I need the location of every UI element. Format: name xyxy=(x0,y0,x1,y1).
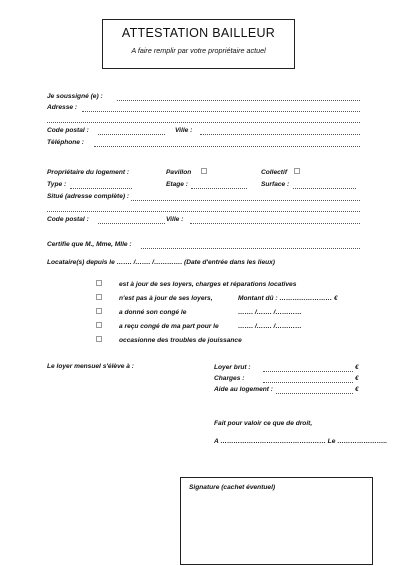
code-postal-field[interactable] xyxy=(98,128,165,135)
etage-label: Etage : xyxy=(166,181,188,188)
situe-label: Situé (adresse complète) : xyxy=(47,193,130,200)
loyer-brut-label: Loyer brut : xyxy=(214,364,251,371)
charges-label: Charges : xyxy=(214,375,245,382)
pavillon-checkbox[interactable] xyxy=(201,168,207,174)
adresse-field-2[interactable] xyxy=(47,116,360,123)
conge-donne-date-field[interactable]: ……. /……. /………… xyxy=(238,309,302,316)
title-box xyxy=(102,19,295,69)
aide-currency: € xyxy=(355,386,359,393)
proprietaire-label: Propriétaire du logement : xyxy=(47,169,130,176)
loyer-brut-field[interactable] xyxy=(263,365,353,372)
situe-field-2[interactable] xyxy=(47,205,360,212)
surface-field[interactable] xyxy=(293,182,356,189)
collectif-checkbox[interactable] xyxy=(294,168,300,174)
code-postal-label: Code postal : xyxy=(47,127,89,134)
ville-field[interactable] xyxy=(200,128,360,135)
loyer-label: Le loyer mensuel s'élève à : xyxy=(47,363,134,370)
charges-currency: € xyxy=(355,375,359,382)
loyer-brut-currency: € xyxy=(355,364,359,371)
aide-label: Aide au logement : xyxy=(214,386,273,393)
charges-field[interactable] xyxy=(263,376,353,383)
document-title: ATTESTATION BAILLEUR xyxy=(121,26,276,40)
adresse-label: Adresse : xyxy=(47,104,78,111)
surface-label: Surface : xyxy=(261,181,290,188)
option-a-jour-label: est à jour de ses loyers, charges et réparations locatives xyxy=(119,281,297,288)
fait-text: Fait pour valoir ce que de droit, xyxy=(214,420,313,427)
certifie-label: Certifie que M., Mme, Mlle : xyxy=(47,241,132,248)
type-label: Type : xyxy=(47,181,67,188)
ville-label: Ville : xyxy=(175,127,193,134)
option-troubles-checkbox[interactable] xyxy=(96,336,102,342)
telephone-field[interactable] xyxy=(94,140,360,147)
soussigne-label: Je soussigné (e) : xyxy=(47,93,103,100)
logement-code-postal-label: Code postal : xyxy=(47,216,89,223)
option-conge-donne-checkbox[interactable] xyxy=(96,308,102,314)
option-a-jour-checkbox[interactable] xyxy=(96,280,102,286)
etage-field[interactable] xyxy=(191,182,247,189)
option-conge-recu-checkbox[interactable] xyxy=(96,322,102,328)
montant-du-field[interactable]: Montant dû : …………………… € xyxy=(238,295,338,302)
pavillon-label: Pavillon xyxy=(166,169,192,176)
option-pas-a-jour-label: n'est pas à jour de ses loyers, xyxy=(119,295,213,302)
option-pas-a-jour-checkbox[interactable] xyxy=(96,294,102,300)
adresse-field[interactable] xyxy=(82,105,360,112)
collectif-label: Collectif xyxy=(261,169,288,176)
signature-box[interactable] xyxy=(180,477,373,565)
option-conge-donne-label: a donné son congé le xyxy=(119,309,187,316)
aide-field[interactable] xyxy=(276,387,353,394)
signature-label: Signature (cachet éventuel) xyxy=(189,484,276,491)
situe-field[interactable] xyxy=(131,194,360,201)
telephone-label: Téléphone : xyxy=(47,139,84,146)
locataires-line: Locataire(s) depuis le ……. /……. /…………. (Date d'entrée dans les lieux) xyxy=(47,259,276,266)
document-subtitle: A faire remplir par votre propriétaire actuel xyxy=(131,46,266,55)
type-field[interactable] xyxy=(70,182,132,189)
logement-ville-label: Ville : xyxy=(166,216,184,223)
option-conge-recu-label: a reçu congé de ma part pour le xyxy=(119,323,219,330)
conge-recu-date-field[interactable]: ……. /……. /………… xyxy=(238,323,302,330)
option-troubles-label: occasionne des troubles de jouissance xyxy=(119,337,242,344)
certifie-field[interactable] xyxy=(141,242,360,249)
soussigne-field[interactable] xyxy=(117,94,360,101)
logement-ville-field[interactable] xyxy=(190,217,360,224)
lieu-date-field[interactable]: A ………………………………………… Le ………………….. xyxy=(214,438,388,445)
logement-code-postal-field[interactable] xyxy=(98,217,165,224)
